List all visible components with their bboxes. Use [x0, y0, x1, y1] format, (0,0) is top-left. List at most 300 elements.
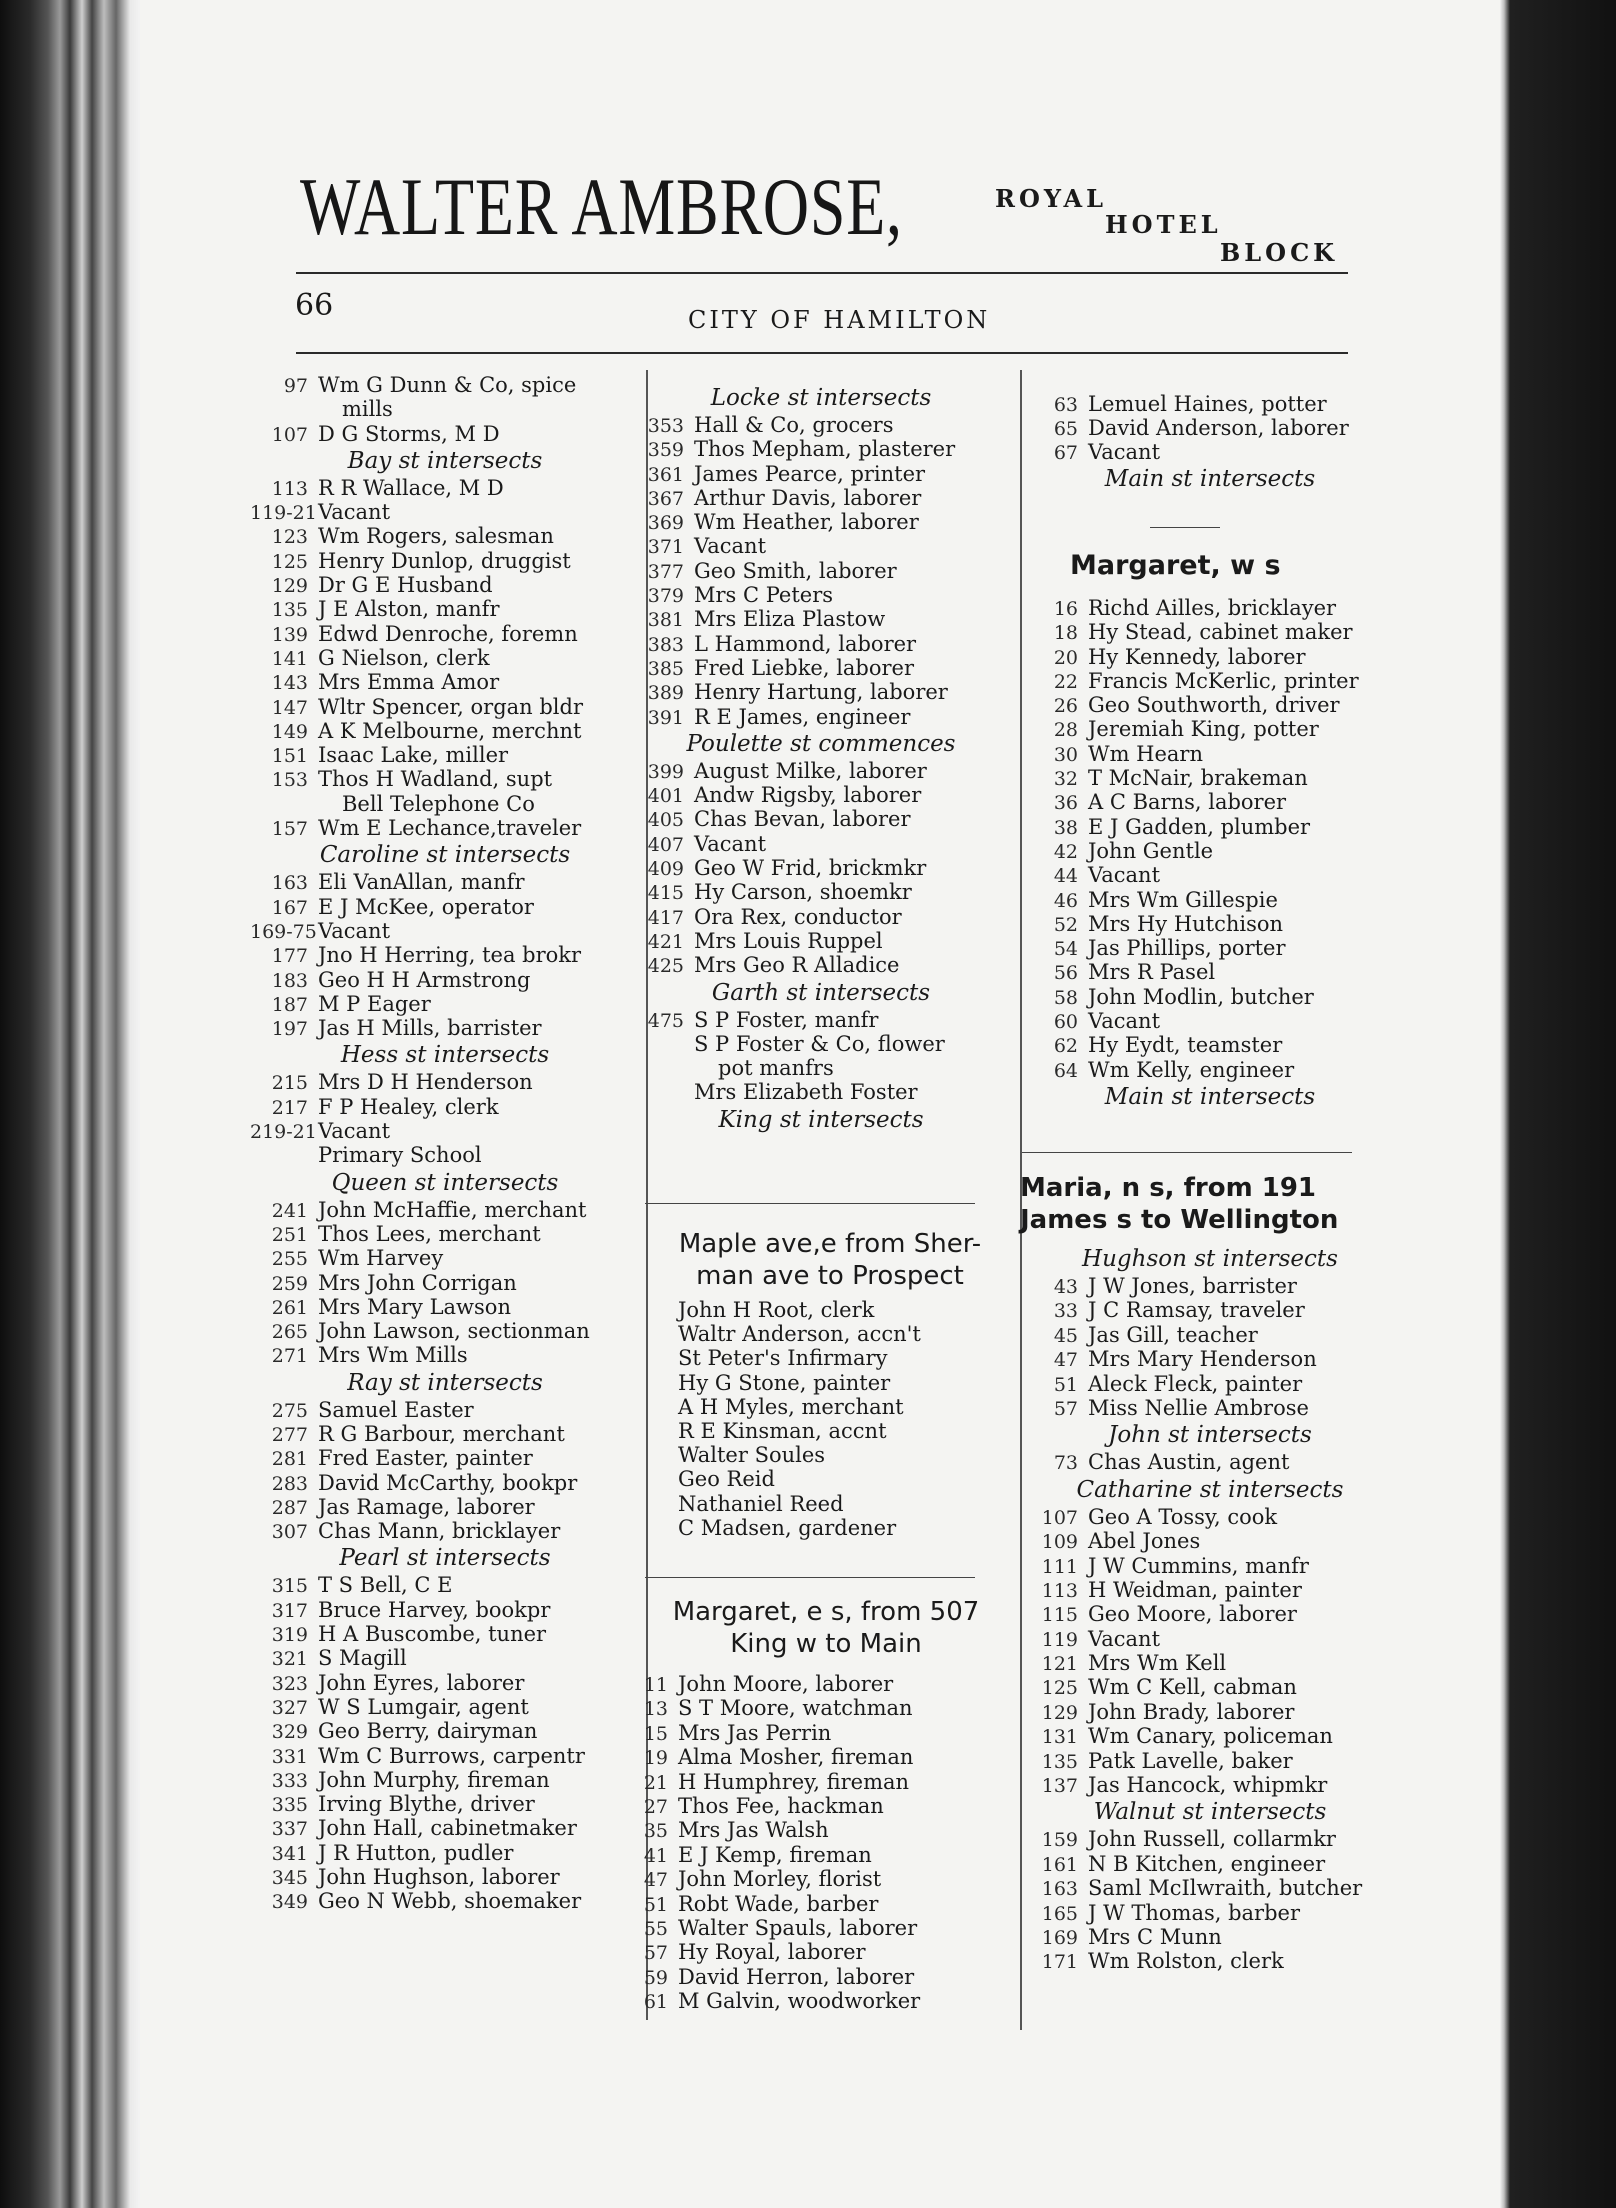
directory-entry: [250, 943, 640, 967]
resident-name: John Gentle: [1088, 838, 1214, 863]
resident-name: Dr G E Husband: [318, 573, 493, 598]
house-number: 73: [1053, 1452, 1078, 1475]
directory-entry: [626, 1794, 1026, 1818]
resident-name: R G Barbour, merchant: [318, 1421, 565, 1446]
maria-title-2: James s to Wellington: [1020, 1205, 1339, 1235]
margaret-e-section: [626, 1596, 1026, 2013]
directory-entry: [250, 1319, 640, 1343]
maria-section: [1020, 1172, 1400, 1974]
house-number: 163: [1041, 1878, 1078, 1901]
resident-name: Mrs Eliza Plastow: [694, 607, 886, 632]
house-number: 367: [647, 487, 684, 510]
directory-entry: [626, 832, 1016, 856]
cross-street-heading: Locke st intersects: [710, 385, 932, 411]
directory-entry: [1020, 742, 1400, 766]
resident-name: Jas Gill, teacher: [1088, 1322, 1258, 1347]
resident-name: M Galvin, woodworker: [678, 1989, 921, 2014]
house-number: 57: [643, 1942, 668, 1965]
house-number: 55: [643, 1917, 668, 1940]
maple-entries: [640, 1298, 1020, 1540]
directory-entry: [1020, 1347, 1400, 1371]
directory-entry: [250, 1143, 640, 1167]
house-number: 113: [1041, 1579, 1078, 1602]
resident-name: Thos H Wadland, supt: [318, 767, 553, 792]
directory-entry: [1020, 1450, 1400, 1474]
separator-maple: [645, 1203, 975, 1204]
directory-entry: [250, 1719, 640, 1743]
directory-entry: [1020, 1578, 1400, 1602]
resident-name: Wm Rolston, clerk: [1088, 1949, 1284, 1974]
resident-name: H Weidman, painter: [1088, 1577, 1302, 1602]
directory-entry: [1020, 1749, 1400, 1773]
separator-maria: [1022, 1152, 1352, 1153]
house-number: 317: [271, 1599, 308, 1622]
house-number: 137: [1041, 1775, 1078, 1798]
house-number: 135: [271, 599, 308, 622]
house-number: 287: [271, 1496, 308, 1519]
house-number: 35: [643, 1820, 668, 1843]
house-number: 51: [1053, 1373, 1078, 1396]
resident-name: M P Eager: [318, 991, 431, 1016]
house-number: 62: [1053, 1035, 1078, 1058]
house-number: 161: [1041, 1853, 1078, 1876]
directory-entry: [250, 1622, 640, 1646]
resident-name: Mrs R Pasel: [1088, 960, 1216, 985]
directory-entry: [626, 583, 1016, 607]
resident-name: Abel Jones: [1088, 1529, 1201, 1554]
house-number: 381: [647, 609, 684, 632]
resident-name: Richd Ailles, bricklayer: [1088, 596, 1337, 620]
house-number: 241: [271, 1199, 308, 1222]
cross-street-heading: Hess st intersects: [340, 1042, 550, 1069]
directory-entry: [250, 549, 640, 573]
directory-entry: [626, 807, 1016, 831]
directory-entry: [250, 1246, 640, 1270]
directory-entry: [626, 880, 1016, 904]
resident-name: Vacant: [1088, 440, 1161, 464]
resident-name: Henry Dunlop, druggist: [318, 548, 571, 573]
house-number: 341: [271, 1842, 308, 1865]
resident-name: Hy Eydt, teamster: [1088, 1033, 1283, 1058]
cross-street-heading: Main st intersects: [1104, 1083, 1316, 1110]
maria-entries: [1020, 1244, 1400, 1974]
house-number: 13: [643, 1698, 668, 1721]
house-number: 51: [643, 1893, 668, 1916]
directory-entry: [250, 1398, 640, 1422]
directory-entry: [1020, 717, 1400, 741]
directory-entry: [626, 1940, 1026, 1964]
resident-name: John Modlin, butcher: [1088, 984, 1314, 1009]
house-number: 475: [647, 1009, 684, 1032]
house-number: 323: [271, 1672, 308, 1695]
resident-name: Wm Kelly, engineer: [1088, 1057, 1295, 1082]
resident-name: Chas Bevan, laborer: [694, 807, 911, 832]
directory-entry: [250, 1573, 640, 1597]
resident-name: J W Jones, barrister: [1088, 1274, 1297, 1298]
directory-entry: [626, 953, 1016, 977]
house-number: 56: [1053, 962, 1078, 985]
house-number: 345: [271, 1867, 308, 1890]
directory-entry: [626, 1965, 1026, 1989]
house-number: 283: [271, 1472, 308, 1495]
house-number: 383: [647, 633, 684, 656]
resident-name: James Pearce, printer: [694, 461, 926, 486]
directory-entry: [250, 719, 640, 743]
house-number: 63: [1053, 394, 1078, 416]
resident-name: E J Gadden, plumber: [1088, 814, 1311, 839]
house-number: 20: [1053, 646, 1078, 669]
house-number: 331: [271, 1745, 308, 1768]
house-number: 405: [647, 809, 684, 832]
directory-entry: [250, 422, 640, 446]
resident-name: Geo Berry, dairyman: [318, 1719, 538, 1744]
directory-entry: [250, 816, 640, 840]
house-number: 217: [271, 1096, 308, 1119]
cross-street-heading: Pearl st intersects: [339, 1545, 551, 1572]
house-number: 415: [647, 882, 684, 905]
film-edge-left: [0, 0, 140, 2208]
house-number: 97: [283, 375, 308, 397]
directory-entry: [626, 680, 1016, 704]
directory-entry: [626, 462, 1016, 486]
directory-entry: [626, 1008, 1016, 1032]
resident-name: John Brady, laborer: [1088, 1699, 1295, 1724]
resident-name: Geo A Tossy, cook: [1088, 1504, 1278, 1529]
house-number: 369: [647, 512, 684, 535]
house-number: 52: [1053, 913, 1078, 936]
directory-entry: [250, 524, 640, 548]
resident-name: Mrs Jas Perrin: [678, 1720, 832, 1745]
house-number: 119: [1041, 1628, 1078, 1651]
house-number: 171: [1041, 1951, 1078, 1974]
cross-street-heading: Garth st intersects: [711, 979, 931, 1006]
resident-name: Robt Wade, barber: [678, 1891, 879, 1916]
house-number: 327: [271, 1696, 308, 1719]
resident-name: John Lawson, sectionman: [318, 1319, 590, 1344]
house-number: 359: [647, 439, 684, 462]
resident-name: John Eyres, laborer: [318, 1670, 525, 1695]
house-number: 379: [647, 585, 684, 608]
column-1: [250, 373, 640, 1914]
house-number: 64: [1053, 1059, 1078, 1082]
header-rule: [296, 272, 1348, 274]
directory-entry: [250, 919, 640, 943]
resident-name: Mrs Mary Henderson: [1088, 1347, 1317, 1372]
house-number: 275: [271, 1399, 308, 1422]
house-number: 177: [271, 945, 308, 968]
running-rule: [296, 352, 1348, 354]
directory-entry: [250, 1865, 640, 1889]
house-number: 32: [1053, 768, 1078, 791]
directory-entry: [626, 905, 1016, 929]
house-number: 135: [1041, 1750, 1078, 1773]
house-number: 45: [1053, 1324, 1078, 1347]
house-number: 60: [1053, 1011, 1078, 1034]
directory-entry: [626, 759, 1016, 783]
resident-name: Francis McKerlic, printer: [1088, 668, 1359, 693]
directory-entry: A H Myles, merchant: [678, 1394, 904, 1419]
house-number: 259: [271, 1272, 308, 1295]
directory-entry: [1020, 1724, 1400, 1748]
house-number: 21: [643, 1771, 668, 1794]
house-number: 107: [271, 423, 308, 446]
house-number: 319: [271, 1624, 308, 1647]
resident-name: J C Ramsay, traveler: [1088, 1298, 1305, 1323]
cross-street-heading: Main st intersects: [1104, 466, 1316, 492]
directory-entry: [250, 1744, 640, 1768]
resident-name: David Anderson, laborer: [1088, 416, 1349, 440]
directory-entry: Waltr Anderson, accn't: [678, 1322, 921, 1347]
resident-name: Chas Mann, bricklayer: [318, 1519, 561, 1544]
directory-entry: [250, 1095, 640, 1119]
directory-entry: John H Root, clerk: [678, 1298, 875, 1322]
cross-street-heading: Ray st intersects: [347, 1369, 543, 1396]
house-number: 109: [1041, 1531, 1078, 1554]
cross-street-heading: Queen st intersects: [331, 1169, 559, 1196]
resident-name: Fred Easter, painter: [318, 1446, 533, 1471]
house-number: 401: [647, 785, 684, 808]
cross-street-heading: Caroline st intersects: [319, 842, 571, 869]
resident-name: Andw Rigsby, laborer: [694, 783, 922, 808]
house-number: 265: [271, 1321, 308, 1344]
directory-entry: [250, 870, 640, 894]
house-number: 377: [647, 560, 684, 583]
directory-entry: Walter Soules: [678, 1443, 826, 1468]
house-number: 197: [271, 1018, 308, 1041]
house-number: 27: [643, 1795, 668, 1818]
resident-name: Mrs Wm Gillespie: [1088, 887, 1278, 912]
resident-name: Hy Carson, shoemkr: [694, 880, 912, 905]
resident-name: Vacant: [318, 500, 391, 525]
house-number: 129: [271, 575, 308, 598]
resident-name: Saml McIlwraith, butcher: [1088, 1876, 1363, 1901]
directory-entry: [250, 1016, 640, 1040]
directory-entry: [626, 486, 1016, 510]
house-number: 157: [271, 818, 308, 841]
directory-entry: [1020, 985, 1400, 1009]
house-number: 321: [271, 1648, 308, 1671]
directory-entry: [250, 1471, 640, 1495]
house-number: 417: [647, 906, 684, 929]
resident-name: Jas Ramage, laborer: [318, 1494, 535, 1519]
maple-title-1: Maple ave,e from Sher-: [678, 1229, 982, 1259]
house-number: 337: [271, 1818, 308, 1841]
resident-name: Wm Harvey: [318, 1246, 444, 1271]
resident-name: Mrs Louis Ruppel: [694, 928, 883, 953]
house-number: 22: [1053, 670, 1078, 693]
resident-name: Wm Hearn: [1088, 741, 1203, 766]
house-number: 169-75: [250, 920, 317, 943]
resident-name: Mrs Wm Mills: [318, 1343, 468, 1368]
cross-street-heading: Walnut st intersects: [1093, 1799, 1327, 1826]
directory-entry: [1020, 1627, 1400, 1651]
resident-name: Mrs C Munn: [1088, 1924, 1222, 1949]
directory-entry: [1020, 1396, 1400, 1420]
house-number: 57: [1053, 1397, 1078, 1420]
house-number: 28: [1053, 719, 1078, 742]
margaret-w-section: [1020, 550, 1400, 1112]
directory-entry: [250, 1343, 640, 1367]
directory-entry: [1020, 1323, 1400, 1347]
directory-entry: [626, 1696, 1026, 1720]
directory-entry: [250, 767, 640, 791]
house-number: 251: [271, 1223, 308, 1246]
directory-entry: [250, 597, 640, 621]
advertiser-sub-block: BLOCK: [1220, 238, 1339, 267]
directory-entry: [250, 968, 640, 992]
column-2-king-west: [626, 383, 1016, 1135]
resident-name: Wm E Lechance,traveler: [318, 816, 582, 841]
house-number: 149: [271, 720, 308, 743]
directory-entry: [1020, 863, 1400, 887]
directory-entry: [250, 743, 640, 767]
margaret-w-title: Margaret, w s: [1070, 550, 1281, 581]
directory-entry: [250, 1841, 640, 1865]
directory-entry: [626, 1818, 1026, 1842]
directory-entry: [250, 1222, 640, 1246]
directory-entry: [626, 705, 1016, 729]
directory-entry: [1020, 1925, 1400, 1949]
resident-name: A K Melbourne, merchnt: [318, 718, 582, 743]
directory-entry: [1020, 1033, 1400, 1057]
margaret-e-title-2: King w to Main: [730, 1629, 922, 1659]
house-number: 409: [647, 858, 684, 881]
house-number: 33: [1053, 1300, 1078, 1323]
film-edge-right: [1500, 0, 1616, 2208]
directory-entry: [626, 1770, 1026, 1794]
directory-entry: [250, 1768, 640, 1792]
resident-name: Thos Lees, merchant: [318, 1221, 541, 1246]
directory-entry: [250, 646, 640, 670]
house-number: 335: [271, 1794, 308, 1817]
directory-entry: [250, 1295, 640, 1319]
maria-title-1: Maria, n s, from 191: [1020, 1173, 1317, 1203]
house-number: 167: [271, 896, 308, 919]
separator-margaret-e: [645, 1577, 975, 1578]
resident-name: Primary School: [318, 1143, 482, 1168]
directory-entry: [626, 607, 1016, 631]
resident-name: John McHaffie, merchant: [318, 1197, 587, 1222]
house-number: 43: [1053, 1276, 1078, 1298]
house-number: 187: [271, 993, 308, 1016]
directory-entry: [250, 1816, 640, 1840]
house-number: 389: [647, 682, 684, 705]
resident-name: T McNair, brakeman: [1088, 766, 1308, 791]
resident-name: John Murphy, fireman: [318, 1767, 550, 1792]
directory-entry: [1020, 1700, 1400, 1724]
resident-name: Vacant: [694, 831, 767, 856]
maple-title-2: man ave to Prospect: [696, 1261, 964, 1291]
resident-name: Mrs John Corrigan: [318, 1270, 517, 1295]
directory-entry: [1020, 912, 1400, 936]
resident-name: E J McKee, operator: [318, 894, 534, 919]
directory-entry: [626, 1892, 1026, 1916]
directory-entry: [1020, 1274, 1400, 1298]
resident-name: Mrs Geo R Alladice: [694, 953, 900, 978]
house-number: 119-21: [250, 502, 317, 525]
directory-entry: [250, 1646, 640, 1670]
resident-name: Geo Southworth, driver: [1088, 693, 1340, 718]
directory-entry: [250, 1598, 640, 1622]
maple-section: [640, 1228, 1020, 1540]
directory-entry: [626, 1672, 1026, 1696]
resident-name: Arthur Davis, laborer: [694, 485, 922, 510]
resident-name: Thos Mepham, plasterer: [694, 437, 956, 462]
directory-entry: [1020, 693, 1400, 717]
house-number: 353: [647, 415, 684, 437]
cross-street-heading: King st intersects: [718, 1106, 924, 1133]
directory-entry: [1020, 392, 1400, 416]
resident-name: Geo W Frid, brickmkr: [694, 856, 927, 881]
resident-name: Hy Royal, laborer: [678, 1940, 866, 1965]
house-number: 125: [1041, 1677, 1078, 1700]
house-number: 58: [1053, 986, 1078, 1009]
resident-name: T S Bell, C E: [318, 1573, 453, 1598]
directory-entry: [250, 1422, 640, 1446]
resident-name: Miss Nellie Ambrose: [1088, 1395, 1309, 1420]
resident-name: Henry Hartung, laborer: [694, 680, 948, 705]
house-number: 391: [647, 706, 684, 729]
directory-entry: [626, 534, 1016, 558]
house-number: 26: [1053, 695, 1078, 718]
directory-entry: [1020, 1554, 1400, 1578]
resident-name: Mrs C Peters: [694, 583, 834, 608]
cross-street-heading: John st intersects: [1108, 1422, 1312, 1449]
house-number: 113: [271, 477, 308, 500]
house-number: 107: [1041, 1506, 1078, 1529]
resident-name: Isaac Lake, miller: [318, 743, 509, 768]
cross-street-heading: Hughson st intersects: [1082, 1246, 1338, 1272]
house-number: 151: [271, 745, 308, 768]
house-number: 329: [271, 1721, 308, 1744]
house-number: 255: [271, 1248, 308, 1271]
resident-name: Thos Fee, hackman: [678, 1793, 884, 1818]
house-number: 47: [1053, 1349, 1078, 1372]
directory-entry: [1020, 960, 1400, 984]
house-number: 44: [1053, 865, 1078, 888]
resident-name: Samuel Easter: [318, 1397, 474, 1422]
house-number: 42: [1053, 840, 1078, 863]
resident-name: John Morley, florist: [678, 1867, 882, 1892]
directory-entry: [250, 992, 640, 1016]
directory-entry: Geo Reid: [678, 1467, 775, 1492]
resident-name: Vacant: [1088, 1009, 1161, 1034]
resident-name: A C Barns, laborer: [1088, 790, 1287, 815]
directory-entry: [626, 1843, 1026, 1867]
directory-entry: [1020, 1901, 1400, 1925]
house-number: 121: [1041, 1653, 1078, 1676]
directory-entry: [250, 670, 640, 694]
directory-entry: [1020, 1529, 1400, 1553]
house-number: 141: [271, 647, 308, 670]
resident-name: Aleck Fleck, painter: [1088, 1371, 1303, 1396]
directory-entry: [250, 1889, 640, 1913]
house-number: 277: [271, 1423, 308, 1446]
resident-name: S P Foster & Co, flower: [694, 1031, 945, 1056]
directory-entry: [626, 1745, 1026, 1769]
directory-entry: [1020, 669, 1400, 693]
directory-entry: [1020, 790, 1400, 814]
directory-entry: St Peter's Infirmary: [678, 1346, 888, 1371]
directory-entry: [250, 573, 640, 597]
house-number: 111: [1041, 1555, 1078, 1578]
directory-entry: [1020, 839, 1400, 863]
separator-short: [1150, 527, 1220, 528]
directory-entry: [1020, 1827, 1400, 1851]
house-number: 19: [643, 1747, 668, 1770]
resident-name: H A Buscombe, tuner: [318, 1622, 547, 1647]
resident-name: Bruce Harvey, bookpr: [318, 1597, 551, 1622]
